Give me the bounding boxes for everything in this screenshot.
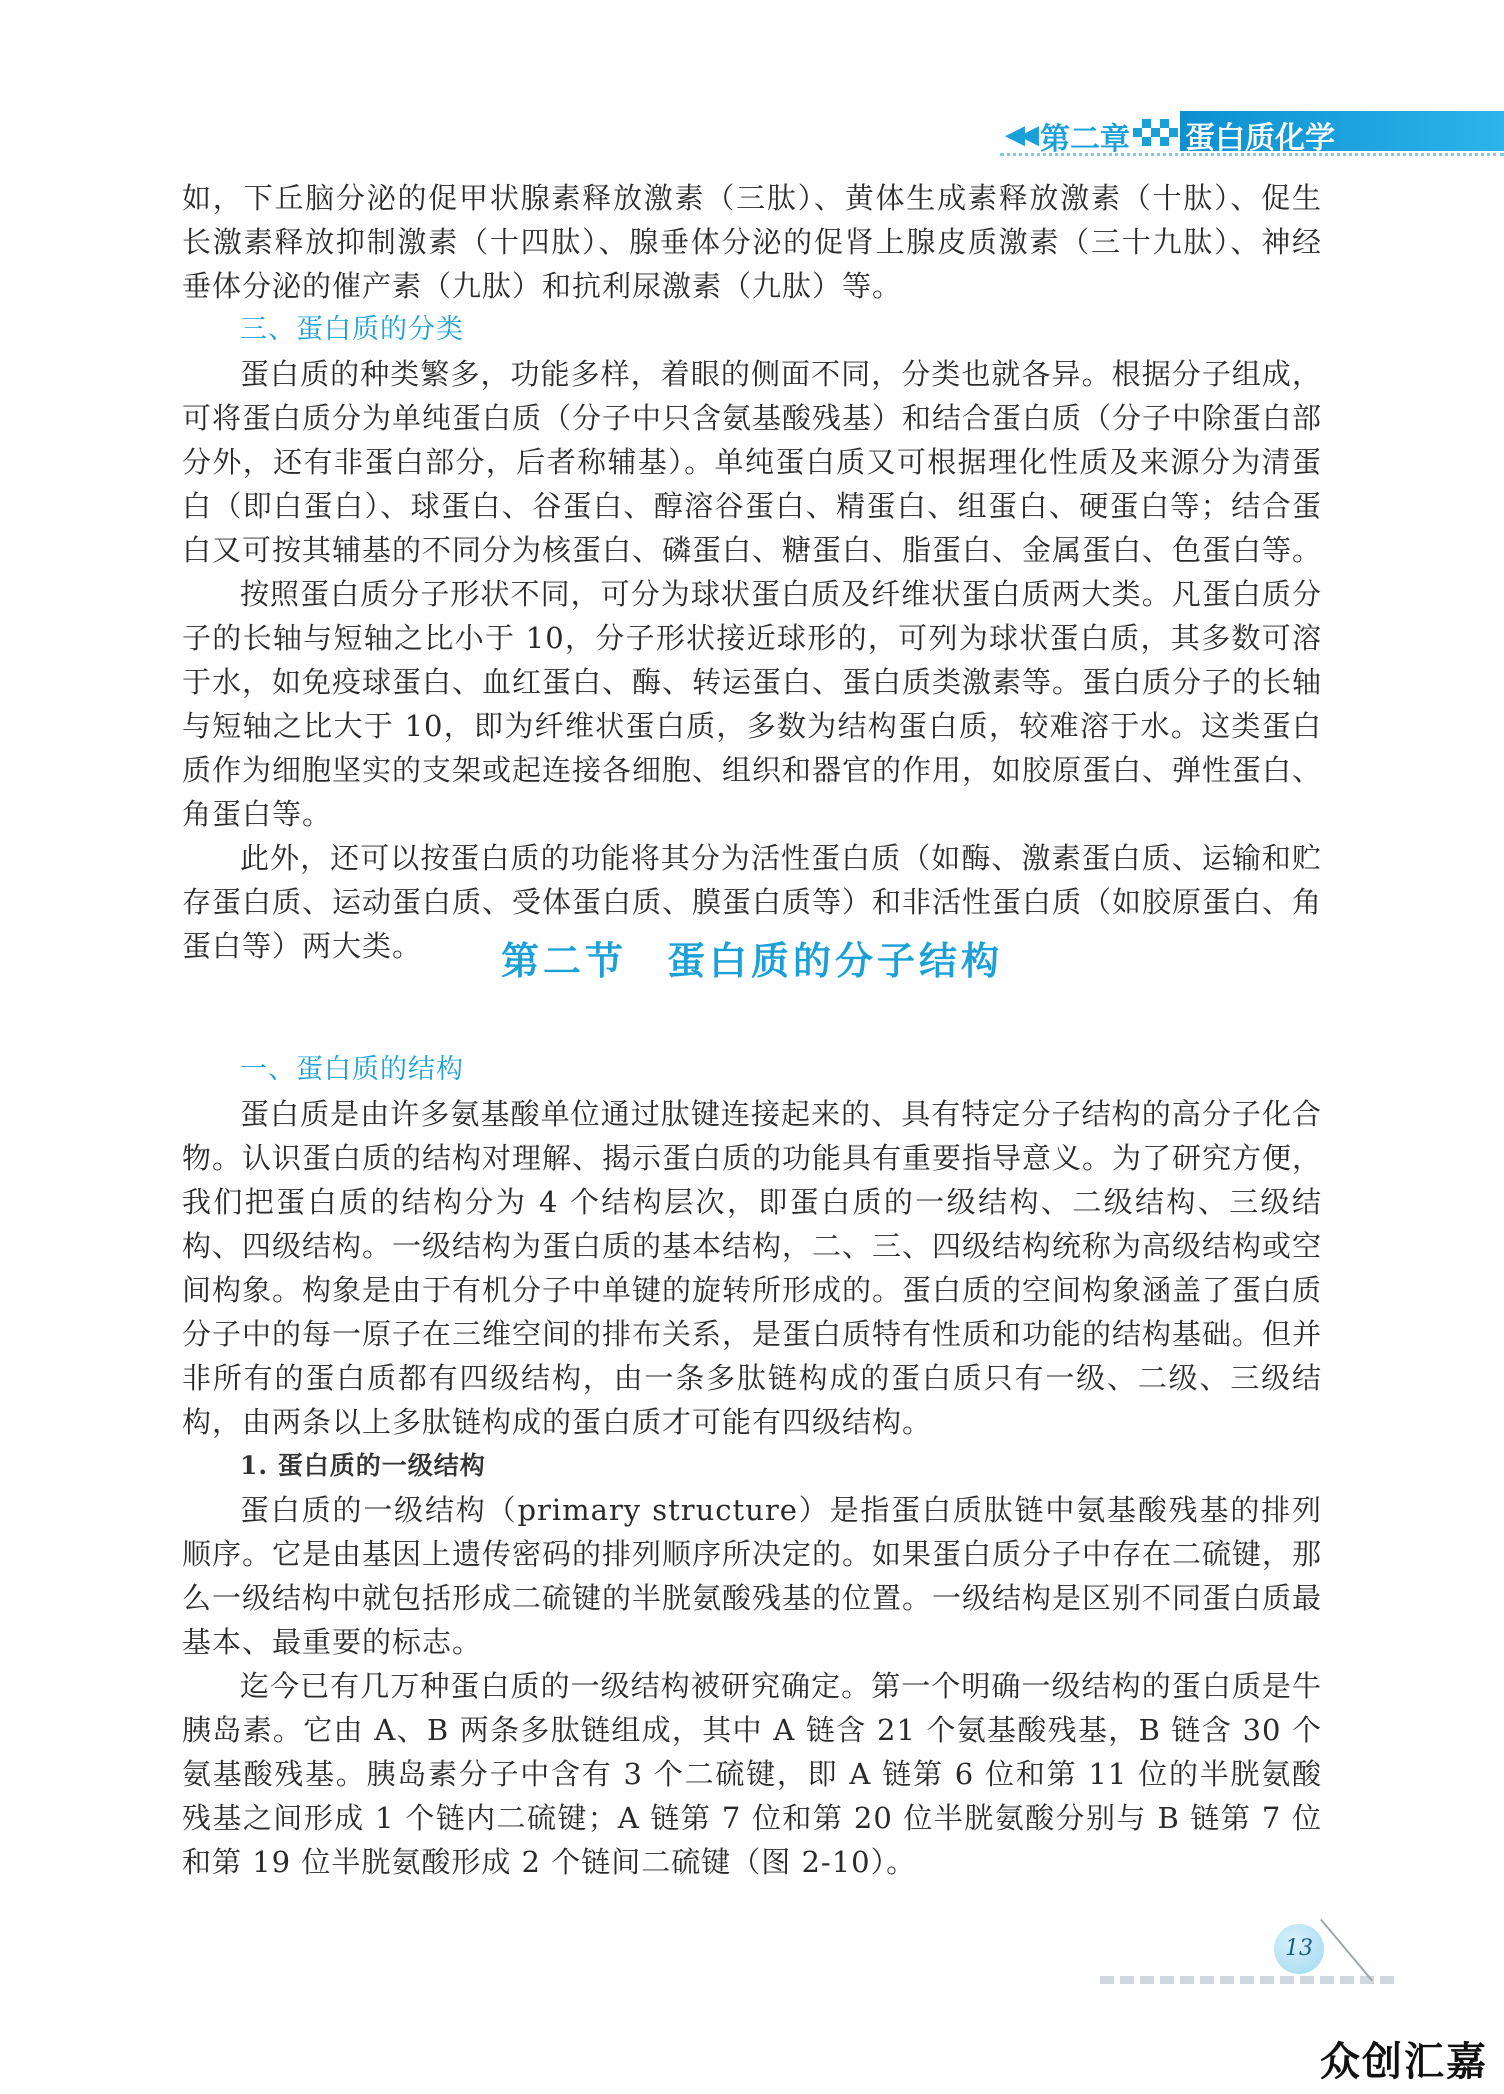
paragraph: 此外，还可以按蛋白质的功能将其分为活性蛋白质（如酶、激素蛋白质、运输和贮存蛋白质、运动蛋白质、受体蛋白质、膜蛋白质等）和非活性蛋白质（如胶原蛋白、角蛋白等）两大类。 [182, 841, 1323, 963]
section-number: 第二节 [500, 939, 627, 983]
page-number: 13 [1274, 1924, 1324, 1974]
section-title [0, 930, 1504, 985]
text-block-2 [182, 1048, 1322, 1884]
paragraph: 蛋白质是由许多氨基酸单位通过肽键连接起来的、具有特定分子结构的高分子化合物。认识蛋白质的结构对理解、揭示蛋白质的功能具有重要指导意义。为了研究方便，我们把蛋白质的结构分为 4 个结构层次，即蛋白质的一级结构、二级结构、三级结构、四级结构。一级结构为蛋白质的基本结构，二、三、四级结构统称为高级结构或空间构象。构象是由于有机分子中单键的旋转所形成的。蛋白质的空间构象涵盖了蛋白质分子中的每一原子在三维空间的排布关系，是蛋白质特有性质和功能的结构基础。但并非所有的蛋白质都有四级结构，由一条多肽链构成的蛋白质只有一级、二级、三级结构，由两条以上多肽链构成的蛋白质才可能有四级结构。 [182, 1097, 1323, 1439]
double-chevron-left-icon: ◀◀ [1005, 120, 1033, 150]
paragraph: 如，下丘脑分泌的促甲状腺素释放激素（三肽）、黄体生成素释放激素（十肽）、促生长激素释放抑制激素（十四肽）、腺垂体分泌的促肾上腺皮质激素（三十九肽）、神经垂体分泌的催产素（九肽）和抗利尿激素（九肽）等。 [182, 181, 1322, 303]
subheading-classification: 三、蛋白质的分类 [240, 314, 464, 345]
subheading-structure: 一、蛋白质的结构 [240, 1054, 464, 1085]
running-header [0, 0, 1504, 160]
paragraph: 蛋白质的一级结构（primary structure）是指蛋白质肽链中氨基酸残基的排列顺序。它是由基因上遗传密码的排列顺序所决定的。如果蛋白质分子中存在二硫键，那么一级结构中就包括形成二硫键的半胱氨酸残基的位置。一级结构是区别不同蛋白质最基本、最重要的标志。 [182, 1493, 1323, 1659]
paragraph: 迄今已有几万种蛋白质的一级结构被研究确定。第一个明确一级结构的蛋白质是牛胰岛素。它由 A、B 两条多肽链组成，其中 A 链含 21 个氨基酸残基，B 链含 30 个氨基酸残基。胰岛素分子中含有 3 个二硫键，即 A 链第 6 位和第 11 位的半胱氨酸残基之间形成 1 个链内二硫键；A 链第 7 位和第 20 位半胱氨酸分别与 B 链第 7 位和第 19 位半胱氨酸形成 2 个链间二硫键（图 2-10）。 [182, 1669, 1322, 1879]
footer-dashed-rule [1100, 1976, 1400, 1984]
subsubheading-primary-structure: 1. 蛋白质的一级结构 [240, 1451, 486, 1480]
checker-decoration-icon [1133, 116, 1177, 148]
watermark: 众创汇嘉 [1320, 2039, 1488, 2085]
header-chapter: 第二章 [1040, 122, 1130, 157]
text-block-1 [182, 176, 1322, 968]
header-title: 蛋白质化学 [1185, 121, 1335, 156]
paragraph: 按照蛋白质分子形状不同，可分为球状蛋白质及纤维状蛋白质两大类。凡蛋白质分子的长轴与短轴之比小于 10，分子形状接近球形的，可列为球状蛋白质，其多数可溶于水，如免疫球蛋白、血红蛋白、酶、转运蛋白、蛋白质类激素等。蛋白质分子的长轴与短轴之比大于 10，即为纤维状蛋白质，多数为结构蛋白质，较难溶于水。这类蛋白质作为细胞坚实的支架或起连接各细胞、组织和器官的作用，如胶原蛋白、弹性蛋白、角蛋白等。 [182, 577, 1323, 831]
paragraph: 蛋白质的种类繁多，功能多样，着眼的侧面不同，分类也就各异。根据分子组成，可将蛋白质分为单纯蛋白质（分子中只含氨基酸残基）和结合蛋白质（分子中除蛋白部分外，还有非蛋白部分，后者称辅基）。单纯蛋白质又可根据理化性质及来源分为清蛋白（即白蛋白）、球蛋白、谷蛋白、醇溶谷蛋白、精蛋白、组蛋白、硬蛋白等；结合蛋白又可按其辅基的不同分为核蛋白、磷蛋白、糖蛋白、脂蛋白、金属蛋白、色蛋白等。 [182, 357, 1323, 567]
footer-slash-decoration [1320, 1919, 1373, 1982]
header-dotted-rule [1000, 153, 1504, 156]
section-heading: 蛋白质的分子结构 [667, 939, 1004, 983]
